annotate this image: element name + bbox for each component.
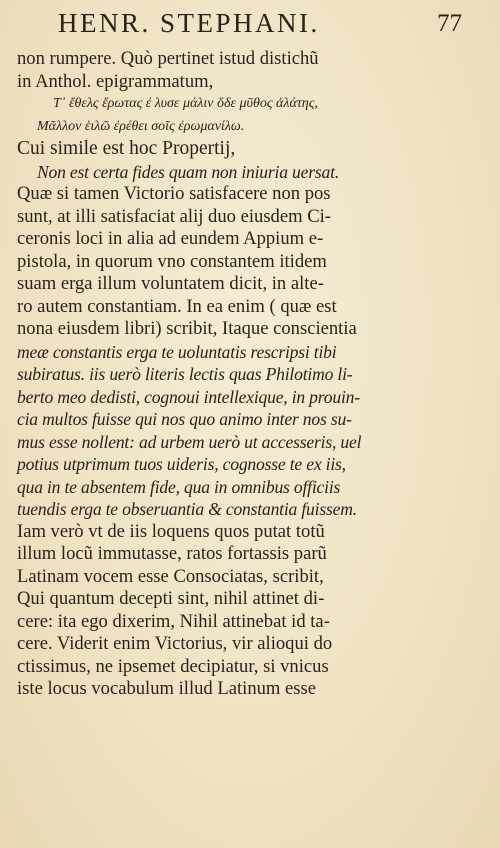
text-line: ctissimus, ne ipsemet decipiatur, si vnicus (17, 655, 329, 677)
text-line: cere. Viderit enim Victorius, vir alioqui do (17, 633, 333, 654)
quotation-line: tuendis erga te obseruantia & constantia fuissem. (17, 499, 357, 519)
quotation-line: potius utprimum tuos uideris, cognosse te ex iis, (17, 454, 346, 474)
text-line: non rumpere. Quò pertinet istud distichũ (17, 48, 319, 69)
quotation-line: meæ constantis erga te uoluntatis rescripsi tibi (17, 341, 337, 362)
quotation-line: cia multos fuisse qui nos quo animo inter nos su- (17, 409, 352, 429)
quotation-line: berto meo dedisti, cognoui intellexique, in prouin- (17, 386, 360, 407)
quotation-line: mus esse nollent: ad urbem uerò ut accesseris, uel (17, 431, 362, 452)
text-line: Quæ si tamen Victorio satisfacere non pos (17, 183, 331, 204)
page-header (30, 8, 470, 48)
greek-verse-line: Μᾶλλον ἑιλῶ ἐρέθει σοῖς ἐρωμανίλω. (37, 118, 245, 134)
text-line: Iam verò vt de iis loquens quos putat totũ (17, 520, 325, 542)
text-line: Qui quantum decepti sint, nihil attinet di- (17, 588, 325, 609)
text-line: Latinam vocem esse Consociatas, scribit, (17, 565, 324, 587)
text-line: iste locus vocabulum illud Latinum esse (17, 678, 316, 699)
text-line: ceronis loci in alia ad eundem Appium e- (17, 228, 324, 249)
text-line: in Anthol. epigrammatum, (17, 70, 214, 92)
text-line: illum locũ immutasse, ratos fortassis parũ (17, 543, 327, 564)
text-line: sunt, at illi satisfaciat alij duo eiusdem Ci- (17, 205, 331, 227)
text-line: suam erga illum voluntatem dicit, in alte- (17, 273, 324, 294)
text-line: Cui simile est hoc Propertij, (17, 138, 236, 159)
greek-verse-line: Τ᾽ ἔθελς ἔρωτας ἐ λυσε μάλιν ὅδε μῦθος ἀλάτης, (53, 96, 318, 111)
quoted-verse-line: Non est certa fides quam non iniuria uersat. (37, 161, 340, 182)
text-line: cere: ita ego dixerim, Nihil attinebat id ta- (17, 610, 330, 632)
quotation-line: subiratus. iis uerò literis lectis quas Philotimo li- (17, 364, 353, 384)
running-head: HENR. STEPHANI. (58, 8, 320, 38)
text-line: pistola, in quorum vno constantem itidem (17, 250, 327, 272)
text-block (17, 48, 387, 701)
text-line: ro autem constantiam. In ea enim ( quæ est (17, 295, 337, 317)
text-line: nona eiusdem libri) scribit, Itaque conscientia (17, 318, 357, 339)
quotation-line: qua in te absentem fide, qua in omnibus officiis (17, 476, 341, 497)
page-number: 77 (437, 10, 462, 37)
